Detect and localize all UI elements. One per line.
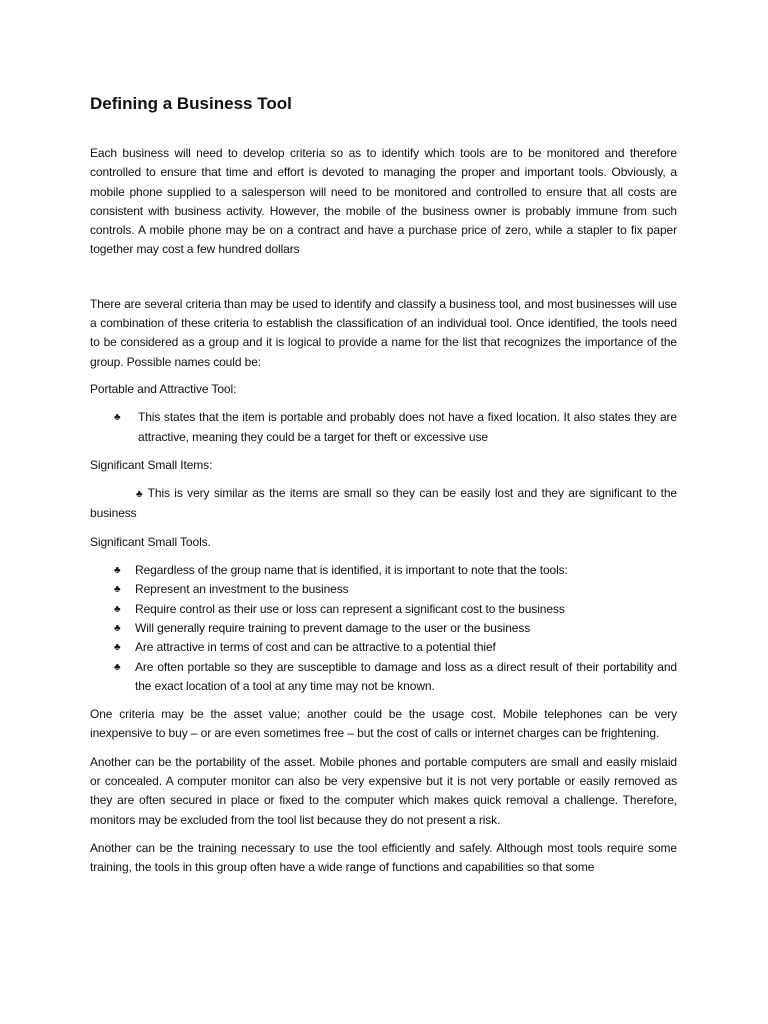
bullet-list-portable bbox=[90, 408, 677, 447]
bullet-paragraph-small-items bbox=[90, 484, 677, 524]
list-item-text: Regardless of the group name that is identified, it is important to note that the tools: bbox=[135, 563, 568, 578]
club-bullet-icon: ♣ bbox=[114, 584, 121, 596]
club-bullet-icon: ♣ bbox=[114, 412, 121, 424]
document-title: Defining a Business Tool bbox=[90, 94, 292, 113]
list-item-text: Will generally require training to prevent damage to the user or the business bbox=[135, 620, 531, 635]
paragraph-asset-value: One criteria may be the asset value; another could be the usage cost. Mobile telephones can be very inexpensive to buy – or are even sometimes free – but the cost of calls or internet charges can be frightening. bbox=[90, 707, 677, 741]
list-item-text: Are attractive in terms of cost and can be attractive to a potential thief bbox=[135, 640, 496, 655]
paragraph-portability: Another can be the portability of the asset. Mobile phones and portable computers are small and easily mislaid or concealed. A computer monitor can also be very expensive but it is not very portable or easily removed as they are often secured in place or fixed to the computer which makes quick removal a challenge. Therefore, monitors may be excluded from the tool list because they do not present a risk. bbox=[90, 754, 677, 827]
paragraph-intro: Each business will need to develop criteria so as to identify which tools are to be monitored and therefore controlled to ensure that time and effort is devoted to managing the proper and important tools. Obviously, a mobile phone supplied to a salesperson will need to be monitored and controlled to ensure that all costs are consistent with business activity. However, the mobile of the business owner is probably immune from such controls. A mobile phone may be on a contract and have a purchase price of zero, while a stapler to fix paper together may cost a few hundred dollars bbox=[90, 146, 677, 257]
list-item-text: Are often portable so they are susceptible to damage and loss as a direct result of their portability and the exact location of a tool at any time may not be known. bbox=[135, 659, 677, 693]
heading-portable-attractive-tool: Portable and Attractive Tool: bbox=[90, 381, 237, 396]
list-item bbox=[90, 619, 677, 638]
club-bullet-icon: ♣ bbox=[114, 603, 121, 615]
paragraph-training: Another can be the training necessary to use the tool efficiently and safely. Although most tools require some training, the tools in this group often have a wide range of functions and capabilities so that some bbox=[90, 840, 677, 875]
list-item bbox=[90, 408, 677, 447]
list-item-text: Represent an investment to the business bbox=[135, 582, 349, 597]
list-item-text: This states that the item is portable and probably does not have a fixed location. It also states they are attractive, meaning they could be a target for theft or excessive use bbox=[138, 410, 677, 444]
list-item bbox=[90, 600, 677, 619]
list-item bbox=[90, 638, 677, 657]
club-bullet-icon: ♣ bbox=[114, 642, 121, 654]
list-item-text: Require control as their use or loss can represent a significant cost to the business bbox=[135, 601, 565, 616]
list-item bbox=[90, 658, 677, 697]
heading-significant-small-items: Significant Small Items: bbox=[90, 457, 213, 472]
list-item bbox=[90, 561, 677, 580]
club-bullet-icon: ♣ bbox=[114, 661, 121, 673]
club-bullet-icon: ♣ bbox=[114, 622, 121, 634]
list-item-text: This is very similar as the items are small so they can be easily lost and they are significant to the business bbox=[90, 486, 677, 521]
club-bullet-icon: ♣ bbox=[136, 489, 144, 501]
bullet-list-small-tools bbox=[90, 561, 677, 696]
list-item bbox=[90, 580, 677, 599]
heading-significant-small-tools: Significant Small Tools. bbox=[90, 534, 211, 549]
document-page bbox=[90, 92, 677, 878]
club-bullet-icon: ♣ bbox=[114, 565, 121, 577]
paragraph-criteria: There are several criteria than may be used to identify and classify a business tool, and most businesses will use a combination of these criteria to establish the classification of an individual tool. Once identified, the tools need to be considered as a group and it is logical to provide a name for the list that recognizes the importance of the group. Possible names could be: bbox=[90, 296, 677, 369]
